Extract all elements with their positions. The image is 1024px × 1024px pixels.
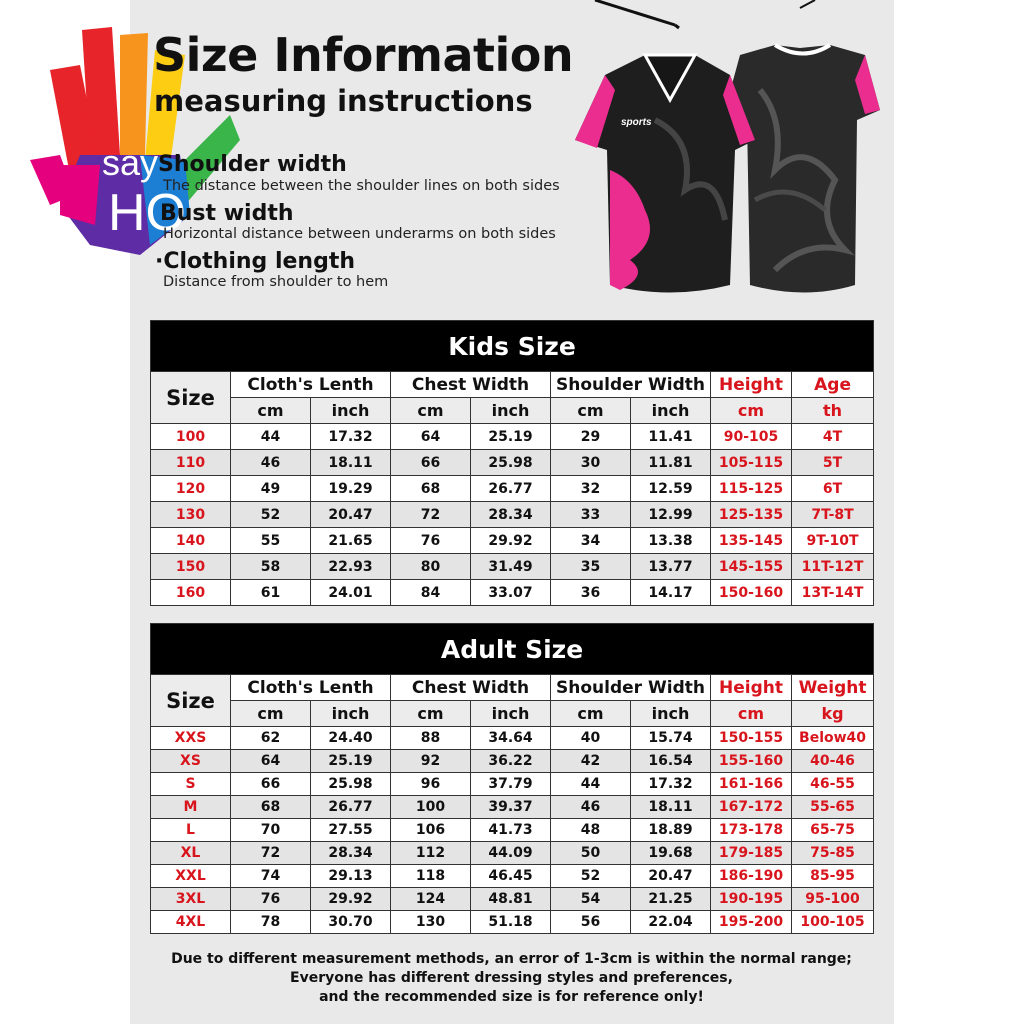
- kids-table-row: [151, 580, 874, 606]
- adult-value-cell: 68: [231, 796, 311, 819]
- adult-header-cloth-length: Cloth's Lenth: [231, 675, 391, 701]
- kids-table-title: Kids Size: [151, 321, 874, 372]
- kids-value-cell: 28.34: [471, 502, 551, 528]
- kids-value-cell: 25.98: [471, 450, 551, 476]
- adult-value-cell: 155-160: [711, 750, 792, 773]
- adult-table-title: Adult Size: [151, 624, 874, 675]
- kids-value-cell: 33: [551, 502, 631, 528]
- adult-value-cell: 25.19: [311, 750, 391, 773]
- kids-value-cell: 12.99: [631, 502, 711, 528]
- adult-unit: kg: [792, 701, 874, 727]
- adult-value-cell: 186-190: [711, 865, 792, 888]
- kids-value-cell: 68: [391, 476, 471, 502]
- adult-table-row: [151, 750, 874, 773]
- adult-table-row: [151, 796, 874, 819]
- disclaimer-line: Everyone has different dressing styles and preferences,: [290, 970, 733, 986]
- adult-value-cell: 65-75: [792, 819, 874, 842]
- adult-value-cell: 44: [551, 773, 631, 796]
- size-disclaimer: [150, 950, 873, 1007]
- adult-value-cell: 26.77: [311, 796, 391, 819]
- kids-size-cell: 110: [151, 450, 231, 476]
- kids-table-row: [151, 424, 874, 450]
- kids-value-cell: 25.19: [471, 424, 551, 450]
- kids-value-cell: 44: [231, 424, 311, 450]
- adult-value-cell: 95-100: [792, 888, 874, 911]
- kids-value-cell: 66: [391, 450, 471, 476]
- kids-value-cell: 29.92: [471, 528, 551, 554]
- adult-value-cell: 42: [551, 750, 631, 773]
- kids-unit: inch: [311, 398, 391, 424]
- kids-value-cell: 46: [231, 450, 311, 476]
- disclaimer-line: Due to different measurement methods, an error of 1-3cm is within the normal range;: [171, 951, 852, 967]
- kids-table-row: [151, 502, 874, 528]
- adult-value-cell: 48: [551, 819, 631, 842]
- instruction-title-bust: Bust width: [160, 201, 294, 226]
- kids-header-shoulder-width: Shoulder Width: [551, 372, 711, 398]
- adult-value-cell: 18.89: [631, 819, 711, 842]
- kids-value-cell: 26.77: [471, 476, 551, 502]
- kids-value-cell: 31.49: [471, 554, 551, 580]
- kids-value-cell: 21.65: [311, 528, 391, 554]
- adult-value-cell: 16.54: [631, 750, 711, 773]
- adult-table-row: [151, 727, 874, 750]
- kids-size-cell: 150: [151, 554, 231, 580]
- kids-value-cell: 58: [231, 554, 311, 580]
- adult-value-cell: 195-200: [711, 911, 792, 934]
- adult-value-cell: 51.18: [471, 911, 551, 934]
- kids-unit: cm: [231, 398, 311, 424]
- kids-size-table: [150, 320, 874, 606]
- adult-value-cell: 118: [391, 865, 471, 888]
- kids-unit: inch: [631, 398, 711, 424]
- kids-unit: cm: [391, 398, 471, 424]
- adult-value-cell: 96: [391, 773, 471, 796]
- kids-value-cell: 29: [551, 424, 631, 450]
- adult-value-cell: 100: [391, 796, 471, 819]
- kids-value-cell: 34: [551, 528, 631, 554]
- adult-value-cell: 29.92: [311, 888, 391, 911]
- adult-value-cell: 50: [551, 842, 631, 865]
- kids-table-row: [151, 476, 874, 502]
- adult-value-cell: 66: [231, 773, 311, 796]
- adult-value-cell: 150-155: [711, 727, 792, 750]
- adult-value-cell: 40-46: [792, 750, 874, 773]
- instruction-desc-bust: Horizontal distance between underarms on both sides: [163, 226, 556, 242]
- kids-unit: th: [792, 398, 874, 424]
- adult-header-chest-width: Chest Width: [391, 675, 551, 701]
- kids-header-age: Age: [792, 372, 874, 398]
- adult-value-cell: 78: [231, 911, 311, 934]
- page-subtitle: measuring instructions: [154, 84, 533, 118]
- adult-value-cell: 46: [551, 796, 631, 819]
- adult-value-cell: 40: [551, 727, 631, 750]
- adult-value-cell: 34.64: [471, 727, 551, 750]
- kids-header-cloth-length: Cloth's Lenth: [231, 372, 391, 398]
- kids-value-cell: 11T-12T: [792, 554, 874, 580]
- page-title: Size Information: [153, 28, 574, 82]
- adult-unit: inch: [311, 701, 391, 727]
- adult-value-cell: 15.74: [631, 727, 711, 750]
- kids-value-cell: 12.59: [631, 476, 711, 502]
- adult-value-cell: 28.34: [311, 842, 391, 865]
- kids-value-cell: 55: [231, 528, 311, 554]
- jersey-back: [725, 45, 880, 293]
- adult-value-cell: 22.04: [631, 911, 711, 934]
- adult-value-cell: 190-195: [711, 888, 792, 911]
- adult-unit: cm: [391, 701, 471, 727]
- adult-value-cell: 62: [231, 727, 311, 750]
- kids-value-cell: 14.17: [631, 580, 711, 606]
- adult-value-cell: 167-172: [711, 796, 792, 819]
- kids-value-cell: 125-135: [711, 502, 792, 528]
- kids-value-cell: 30: [551, 450, 631, 476]
- adult-value-cell: 24.40: [311, 727, 391, 750]
- kids-value-cell: 9T-10T: [792, 528, 874, 554]
- adult-table-body: [151, 727, 874, 934]
- adult-header-height: Height: [711, 675, 792, 701]
- kids-value-cell: 13T-14T: [792, 580, 874, 606]
- adult-table-row: [151, 819, 874, 842]
- adult-value-cell: 64: [231, 750, 311, 773]
- kids-value-cell: 61: [231, 580, 311, 606]
- kids-size-cell: 100: [151, 424, 231, 450]
- adult-unit: cm: [711, 701, 792, 727]
- adult-size-header: Size: [151, 675, 231, 727]
- adult-value-cell: 85-95: [792, 865, 874, 888]
- instruction-desc-length: Distance from shoulder to hem: [163, 274, 389, 290]
- kids-value-cell: 11.81: [631, 450, 711, 476]
- adult-size-cell: 3XL: [151, 888, 231, 911]
- adult-value-cell: 29.13: [311, 865, 391, 888]
- adult-value-cell: 27.55: [311, 819, 391, 842]
- kids-value-cell: 90-105: [711, 424, 792, 450]
- adult-value-cell: 76: [231, 888, 311, 911]
- kids-value-cell: 13.77: [631, 554, 711, 580]
- kids-value-cell: 36: [551, 580, 631, 606]
- kids-value-cell: 13.38: [631, 528, 711, 554]
- adult-value-cell: 30.70: [311, 911, 391, 934]
- kids-unit: inch: [471, 398, 551, 424]
- logo-text-ho: HO: [108, 184, 186, 242]
- kids-value-cell: 18.11: [311, 450, 391, 476]
- adult-size-cell: XXL: [151, 865, 231, 888]
- adult-value-cell: 17.32: [631, 773, 711, 796]
- adult-value-cell: 54: [551, 888, 631, 911]
- kids-value-cell: 49: [231, 476, 311, 502]
- adult-value-cell: 46.45: [471, 865, 551, 888]
- adult-value-cell: 20.47: [631, 865, 711, 888]
- adult-size-table: [150, 623, 874, 934]
- kids-value-cell: 17.32: [311, 424, 391, 450]
- adult-value-cell: 130: [391, 911, 471, 934]
- adult-table-row: [151, 773, 874, 796]
- adult-size-cell: XXS: [151, 727, 231, 750]
- adult-value-cell: 100-105: [792, 911, 874, 934]
- adult-value-cell: 46-55: [792, 773, 874, 796]
- adult-size-cell: S: [151, 773, 231, 796]
- adult-value-cell: 75-85: [792, 842, 874, 865]
- kids-table-row: [151, 554, 874, 580]
- adult-table-row: [151, 842, 874, 865]
- adult-value-cell: 56: [551, 911, 631, 934]
- kids-value-cell: 11.41: [631, 424, 711, 450]
- kids-value-cell: 64: [391, 424, 471, 450]
- instruction-title-shoulder: Shoulder width: [158, 152, 347, 177]
- kids-value-cell: 115-125: [711, 476, 792, 502]
- logo-text-say: say: [102, 142, 159, 183]
- adult-value-cell: 173-178: [711, 819, 792, 842]
- kids-value-cell: 105-115: [711, 450, 792, 476]
- adult-size-cell: L: [151, 819, 231, 842]
- adult-value-cell: 88: [391, 727, 471, 750]
- adult-value-cell: 18.11: [631, 796, 711, 819]
- kids-value-cell: 150-160: [711, 580, 792, 606]
- kids-size-cell: 160: [151, 580, 231, 606]
- kids-table-row: [151, 450, 874, 476]
- kids-value-cell: 19.29: [311, 476, 391, 502]
- kids-value-cell: 33.07: [471, 580, 551, 606]
- adult-unit: inch: [471, 701, 551, 727]
- kids-value-cell: 24.01: [311, 580, 391, 606]
- kids-value-cell: 145-155: [711, 554, 792, 580]
- adult-value-cell: 39.37: [471, 796, 551, 819]
- jersey-front: [575, 55, 755, 293]
- adult-value-cell: 52: [551, 865, 631, 888]
- adult-value-cell: 19.68: [631, 842, 711, 865]
- adult-value-cell: 70: [231, 819, 311, 842]
- adult-value-cell: 48.81: [471, 888, 551, 911]
- kids-value-cell: 35: [551, 554, 631, 580]
- adult-value-cell: 72: [231, 842, 311, 865]
- adult-value-cell: 55-65: [792, 796, 874, 819]
- kids-size-cell: 130: [151, 502, 231, 528]
- kids-value-cell: 76: [391, 528, 471, 554]
- kids-value-cell: 80: [391, 554, 471, 580]
- adult-size-cell: XS: [151, 750, 231, 773]
- adult-table-row: [151, 911, 874, 934]
- adult-header-shoulder-width: Shoulder Width: [551, 675, 711, 701]
- adult-value-cell: 124: [391, 888, 471, 911]
- kids-value-cell: 22.93: [311, 554, 391, 580]
- adult-value-cell: 92: [391, 750, 471, 773]
- adult-value-cell: 161-166: [711, 773, 792, 796]
- kids-table-body: [151, 424, 874, 606]
- kids-value-cell: 6T: [792, 476, 874, 502]
- adult-unit: cm: [551, 701, 631, 727]
- kids-header-height: Height: [711, 372, 792, 398]
- adult-value-cell: 106: [391, 819, 471, 842]
- instruction-title-length: ·Clothing length: [155, 249, 355, 274]
- adult-size-cell: XL: [151, 842, 231, 865]
- adult-table-row: [151, 888, 874, 911]
- adult-unit: cm: [231, 701, 311, 727]
- adult-unit: inch: [631, 701, 711, 727]
- kids-unit: cm: [551, 398, 631, 424]
- kids-value-cell: 84: [391, 580, 471, 606]
- adult-value-cell: 21.25: [631, 888, 711, 911]
- adult-value-cell: Below40: [792, 727, 874, 750]
- adult-value-cell: 41.73: [471, 819, 551, 842]
- adult-value-cell: 44.09: [471, 842, 551, 865]
- adult-table-row: [151, 865, 874, 888]
- kids-size-cell: 140: [151, 528, 231, 554]
- kids-header-chest-width: Chest Width: [391, 372, 551, 398]
- adult-size-cell: 4XL: [151, 911, 231, 934]
- adult-header-weight: Weight: [792, 675, 874, 701]
- jersey-product-image: [575, 0, 895, 305]
- jersey-brand-text: sports: [621, 117, 652, 128]
- kids-value-cell: 72: [391, 502, 471, 528]
- adult-value-cell: 179-185: [711, 842, 792, 865]
- kids-table-row: [151, 528, 874, 554]
- adult-value-cell: 74: [231, 865, 311, 888]
- kids-unit: cm: [711, 398, 792, 424]
- kids-value-cell: 5T: [792, 450, 874, 476]
- disclaimer-line: and the recommended size is for reference only!: [319, 989, 704, 1005]
- kids-value-cell: 20.47: [311, 502, 391, 528]
- kids-value-cell: 135-145: [711, 528, 792, 554]
- instruction-desc-shoulder: The distance between the shoulder lines on both sides: [163, 178, 560, 194]
- adult-value-cell: 112: [391, 842, 471, 865]
- kids-value-cell: 32: [551, 476, 631, 502]
- kids-value-cell: 4T: [792, 424, 874, 450]
- kids-value-cell: 52: [231, 502, 311, 528]
- adult-value-cell: 25.98: [311, 773, 391, 796]
- kids-size-cell: 120: [151, 476, 231, 502]
- adult-size-cell: M: [151, 796, 231, 819]
- kids-size-header: Size: [151, 372, 231, 424]
- adult-value-cell: 37.79: [471, 773, 551, 796]
- kids-value-cell: 7T-8T: [792, 502, 874, 528]
- adult-value-cell: 36.22: [471, 750, 551, 773]
